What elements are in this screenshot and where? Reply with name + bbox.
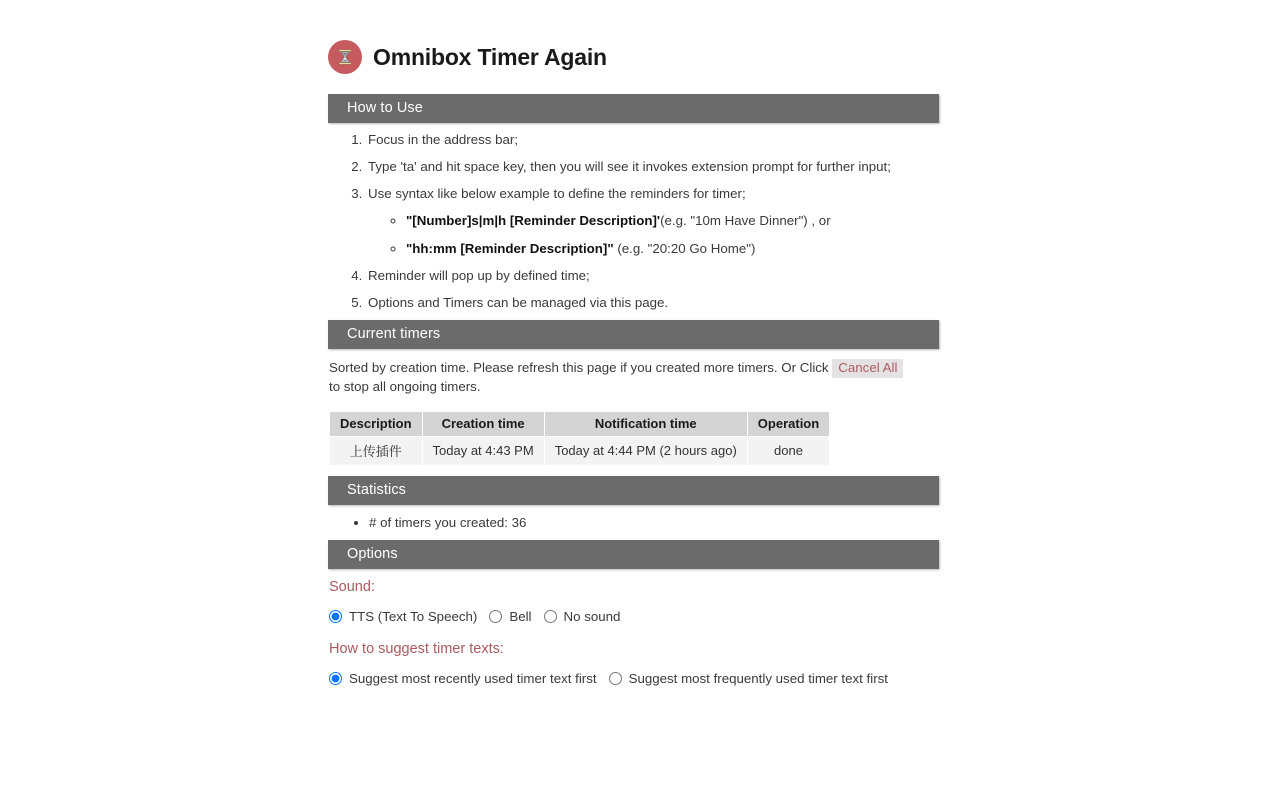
list-item: 1. Focus in the address bar;	[366, 133, 940, 147]
hourglass-icon	[328, 40, 362, 74]
syntax-code: "[Number]s|m|h [Reminder Description]'	[406, 212, 661, 228]
sound-option-tts[interactable]	[329, 609, 477, 624]
sound-option-bell[interactable]	[489, 609, 531, 624]
sound-radio-no-sound[interactable]	[544, 610, 557, 623]
suggest-radio-group	[329, 671, 940, 686]
timers-table	[329, 411, 830, 466]
suggest-radio-recent[interactable]	[329, 672, 342, 685]
suggest-option-recent[interactable]	[329, 671, 597, 686]
column-header-description: Description	[330, 412, 422, 436]
suggest-radio-frequent[interactable]	[609, 672, 622, 685]
sound-option-no-sound[interactable]	[544, 609, 621, 624]
cell-notification-time: Today at 4:44 PM (2 hours ago)	[545, 437, 747, 465]
page-title: Omnibox Timer Again	[373, 43, 607, 70]
list-item	[366, 187, 940, 256]
sound-radio-group	[329, 609, 940, 624]
list-item: • # of timers you created: 36	[369, 515, 940, 530]
syntax-example-list	[368, 214, 940, 256]
syntax-code: "hh:mm [Reminder Description]"	[406, 240, 614, 256]
options-page	[328, 0, 940, 704]
list-item	[406, 214, 940, 228]
suggest-option-recent-label: Suggest most recently used timer text first	[349, 671, 597, 687]
list-item: 4. Reminder will pop up by defined time;	[366, 269, 940, 283]
app-header	[328, 0, 940, 84]
note-text-before: Sorted by creation time. Please refresh this page if you created more timers. Or Click	[329, 359, 833, 375]
column-header-creation-time: Creation time	[423, 412, 544, 436]
sound-option-bell-label: Bell	[509, 609, 532, 625]
note-text-after: to stop all ongoing timers.	[329, 379, 481, 395]
list-item: 5. Options and Timers can be managed via this page.	[366, 296, 940, 310]
suggest-option-label: How to suggest timer texts:	[329, 641, 504, 658]
column-header-operation: Operation	[748, 412, 829, 436]
section-header-current-timers: Current timers	[328, 320, 939, 349]
sound-option-no-sound-label: No sound	[563, 609, 621, 625]
sound-option-label: Sound:	[329, 579, 375, 596]
statistics-list	[328, 515, 940, 530]
how-to-use-list	[328, 133, 940, 310]
column-header-notification-time: Notification time	[545, 412, 747, 436]
list-item: 2. Type 'ta' and hit space key, then you will see it invokes extension prompt for further input;	[366, 160, 940, 174]
sound-radio-bell[interactable]	[489, 610, 502, 623]
sound-option-tts-label: TTS (Text To Speech)	[349, 609, 478, 625]
cell-description: 上传插件	[330, 437, 422, 465]
cell-creation-time: Today at 4:43 PM	[423, 437, 544, 465]
syntax-note: (e.g. "10m Have Dinner") , or	[660, 212, 831, 228]
cell-operation: done	[748, 437, 829, 465]
suggest-option-frequent[interactable]	[609, 671, 888, 686]
table-row	[330, 437, 829, 465]
current-timers-note	[329, 359, 914, 397]
suggest-option-frequent-label: Suggest most frequently used timer text first	[628, 671, 888, 687]
list-item-label: Use syntax like below example to define the reminders for timer;	[368, 185, 746, 201]
sound-radio-tts[interactable]	[329, 610, 342, 623]
list-item	[406, 242, 940, 256]
cancel-all-button[interactable]: Cancel All	[832, 359, 903, 379]
syntax-note: (e.g. "20:20 Go Home")	[613, 240, 756, 256]
table-header-row	[330, 412, 829, 436]
section-header-options: Options	[328, 540, 939, 569]
section-header-statistics: Statistics	[328, 476, 939, 505]
section-header-how-to-use: How to Use	[328, 94, 939, 123]
